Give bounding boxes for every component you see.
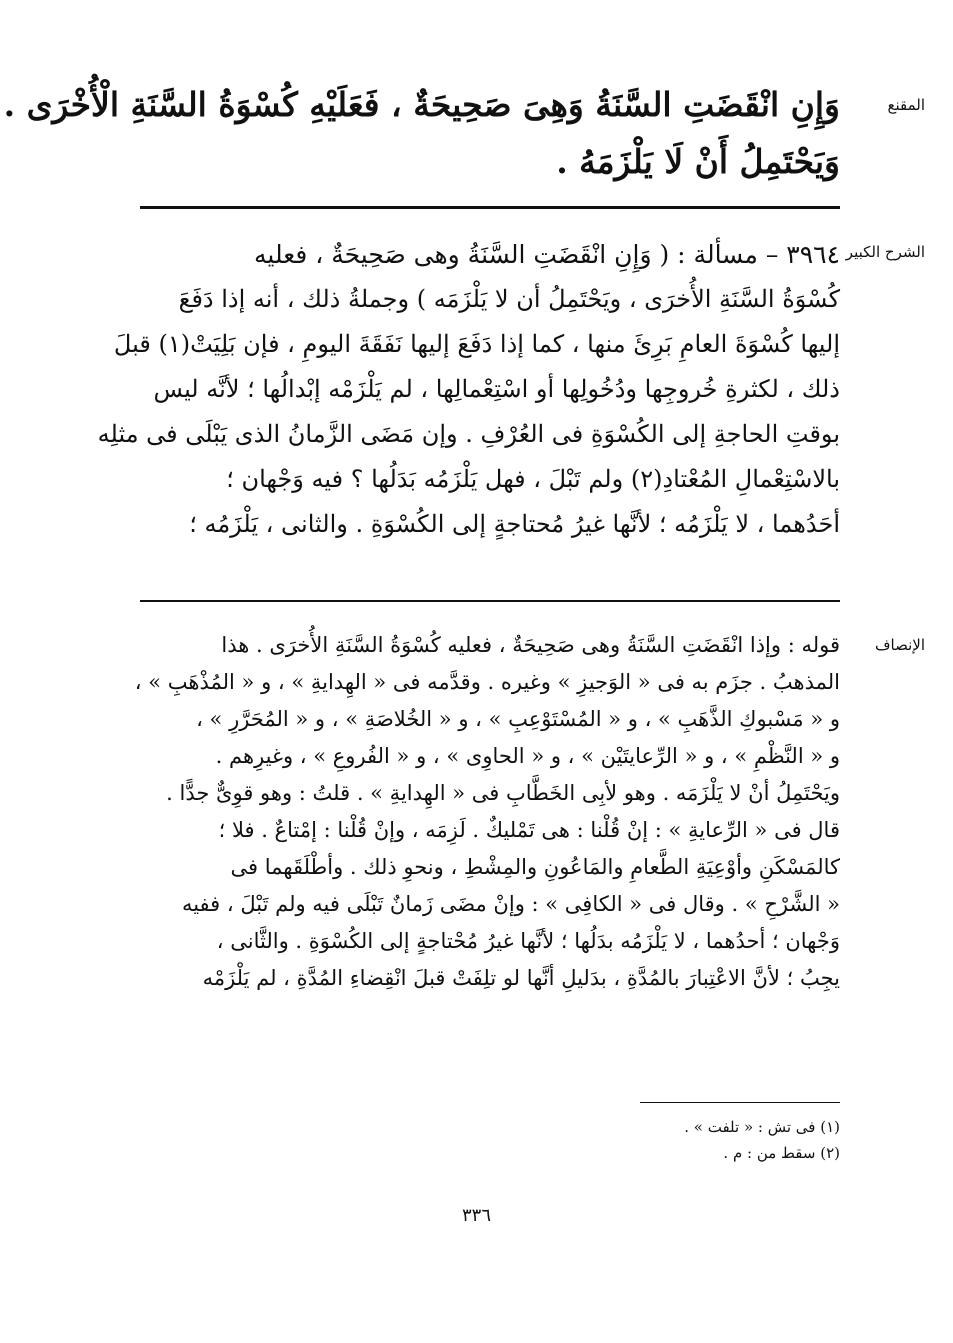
footnote: (٢) سقط من : م . bbox=[723, 1144, 840, 1162]
section-label-muqni: المقنع bbox=[887, 96, 925, 114]
text-line: قوله : وإذا انْقَضَتِ السَّنَةُ وهى صَحِيحَةٌ ، فعليه كُسْوَةُ السَّنَةِ الأُخرَى . هذا bbox=[221, 633, 840, 657]
text-line: إليها كُسْوَةَ العامِ بَرِئَ منها ، كما إذا دَفَعَ إليها نَفَقَةَ اليومِ ، فإن بَلِيَتْ(١) قبلَ bbox=[113, 330, 840, 358]
footnotes bbox=[136, 1114, 840, 1166]
footnote-divider bbox=[640, 1102, 840, 1103]
text-line: ذلك ، لكثرةِ خُروجِها ودُخُولِها أو اسْتِعْمالِها ، لم يَلْزَمْه إبْدالُها ؛ لأنَّه ليس bbox=[153, 375, 840, 403]
section-divider bbox=[140, 600, 840, 602]
text-line: كالمَسْكَنِ وأوْعِيَةِ الطَّعامِ والمَاعُونِ والمِشْطِ ، ونحوِ ذلك . وأطْلَقَهما فى bbox=[230, 855, 840, 879]
footnote: (١) فى تش : « تلفت » . bbox=[684, 1118, 840, 1136]
text-line: وَجْهان ؛ أحدُهما ، لا يَلْزَمُه بدَلُها ؛ لأنَّها غيرُ مُحْتاجةٍ إلى الكُسْوَةِ . والثَّانى ، bbox=[216, 929, 840, 953]
text-line: كُسْوَةُ السَّنَةِ الأُخرَى ، ويَحْتَمِلُ أن لا يَلْزَمَه ) وجملةُ ذلك ، أنه إذا دَفَعَ bbox=[178, 285, 840, 313]
text-line: أحَدُهما ، لا يَلْزَمُه ؛ لأنَّها غيرُ مُحتاجةٍ إلى الكُسْوَةِ . والثانى ، يَلْزَمُه ؛ bbox=[189, 510, 840, 538]
text-line: بوقتِ الحاجةِ إلى الكُسْوَةِ فى العُرْفِ . وإن مَضَى الزَّمانُ الذى يَبْلَى فى مثلِه bbox=[97, 420, 840, 448]
text-line: قال فى « الرِّعايةِ » : إنْ قُلْنا : هى تَمْليكٌ . لَزِمَه ، وإنْ قُلْنا : إمْتاعٌ . فلا ؛ bbox=[218, 818, 840, 842]
text-line: المذهبُ . جزَم به فى « الوَجيزِ » وغيره . وقدَّمه فى « الهِدايةِ » ، و « المُذْهَبِ » ، bbox=[134, 670, 840, 694]
text-line: وَإِنِ انْقَضَتِ السَّنَةُ وَهِىَ صَحِيحَةٌ ، فَعَلَيْهِ كُسْوَةُ السَّنَةِ الْأُخْرَى . bbox=[3, 85, 840, 124]
insaf-text bbox=[136, 627, 840, 997]
text-line: يجِبُ ؛ لأنَّ الاعْتِبارَ بالمُدَّةِ ، بدَليلِ أنَّها لو تلِفَتْ قبلَ انْقِضاءِ المُدَّةِ ، لم يَلْزَمْه bbox=[202, 966, 840, 990]
text-line: و « مَسْبوكِ الذَّهَبِ » ، و « المُسْتَوْعِبِ » ، و « الخُلاصَةِ » ، و « المُحَرَّرِ » ، bbox=[196, 707, 840, 731]
page-number: ٣٣٦ bbox=[461, 1205, 491, 1226]
text-line: بالاسْتِعْمالِ المُعْتادِ(٢) ولم تَبْلَ ، فهل يَلْزَمُه بَدَلُها ؟ فيه وَجْهان ؛ bbox=[226, 465, 840, 493]
sharh-text bbox=[97, 232, 840, 547]
text-line: ٣٩٦٤ – مسألة : ( وَإِنِ انْقَضَتِ السَّنَةُ وهى صَحِيحَةٌ ، فعليه bbox=[254, 240, 840, 269]
section-label-sharh: الشرح الكبير bbox=[845, 243, 925, 261]
text-line: و « النَّظْمِ » ، و « الرِّعايتَيْن » ، و « الحاوِى » ، و « الفُروعِ » ، وغيرِهم . bbox=[215, 744, 840, 768]
section-label-insaf: الإنصاف bbox=[874, 636, 925, 654]
section-divider bbox=[140, 206, 840, 209]
text-line: « الشَّرْحِ » . وقال فى « الكافِى » : وإنْ مضَى زَمانٌ تَبْلَى فيه ولم تَبْلَ ، ففيه bbox=[181, 892, 840, 916]
muqni-text bbox=[3, 76, 840, 190]
text-line: وَيَحْتَمِلُ أَنْ لَا يَلْزَمَهُ . bbox=[556, 142, 840, 181]
text-line: ويَحْتَمِلُ أنْ لا يَلْزَمَه . وهو لأبِى الخَطَّابِ فى « الهِدايةِ » . قلتُ : وهو قوِىٌّ جدًّا . bbox=[166, 781, 840, 805]
